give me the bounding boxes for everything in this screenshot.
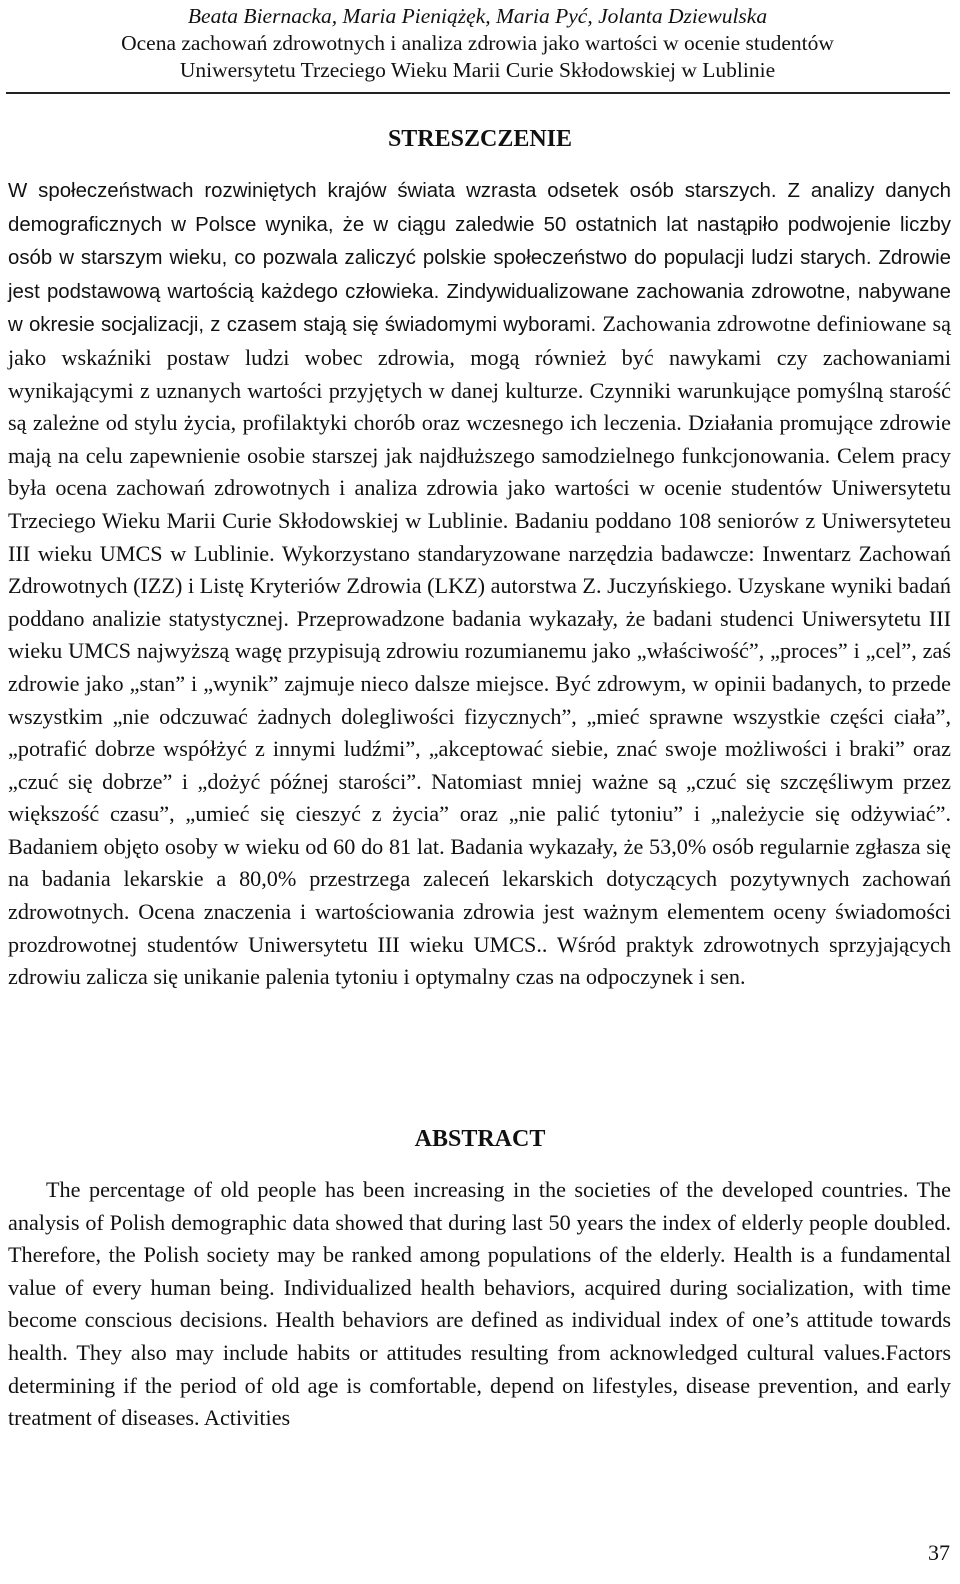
header-rule <box>6 92 950 94</box>
streszczenie-body <box>8 174 951 994</box>
streszczenie-heading: STRESZCZENIE <box>387 126 573 152</box>
running-header <box>0 0 955 84</box>
page-number: 37 <box>928 1540 950 1565</box>
header-authors: Beata Biernacka, Maria Pieniążęk, Maria Pyć, Jolanta Dziewulska <box>187 4 768 28</box>
streszczenie-segment-1: W społeczeństwach rozwiniętych krajów świata wzrasta odsetek osób starszych. Z analizy danych demograficznych w Polsce wynika, że w ciągu zaledwie 50 ostatnich lat nastąpiło podwojenie liczby osób w starszym wieku, co pozwala zaliczyć polskie społeczeństwo do populacji ludzi starych. Zdrowie jest podstawową wartością każdego człowieka. Zindywidualizowane zachowania zdrowotne, nabywane w okresie socjalizacji, z czasem stają się świadomymi wyborami. <box>8 180 951 337</box>
header-title-line-2: Uniwersytetu Trzeciego Wieku Marii Curie Skłodowskiej w Lublinie <box>179 58 776 82</box>
header-title-line-1: Ocena zachowań zdrowotnych i analiza zdrowia jako wartości w ocenie studentów <box>121 31 834 55</box>
abstract-body: The percentage of old people has been increasing in the societies of the developed countries. The analysis of Polish demographic data showed that during last 50 years the index of elderly people doubled. Therefore, the Polish society may be ranked among populations of the elderly. Health is a fundamental value of every human being. Individualized health behaviors, acquired during socialization, with time become conscious decisions. Health behaviors are defined as individual index of one’s attitude towards health. They also may include habits or attitudes resulting from acknowledged cultural values.Factors determining if the period of old age is comfortable, depend on lifestyles, disease prevention, and early treatment of diseases. Activities <box>8 1177 951 1431</box>
streszczenie-segment-2: Zachowania zdrowotne definiowane są jako wskaźniki postaw ludzi wobec zdrowia, mogą również być nawykami czy zachowaniami wynikającymi z uznanych wartości przyjętych w danej kulturze. Czynniki warunkujące pomyślną starość są zależne od stylu życia, profilaktyki chorób oraz wczesnego ich leczenia. Działania promujące zdrowie mają na celu zapewnienie osobie starszej jak najdłuższego samodzielnego funkcjonowania. Celem pracy była ocena zachowań zdrowotnych i analiza zdrowia jako wartości w ocenie studentów Uniwersytetu Trzeciego Wieku Marii Curie Skłodowskiej w Lublinie. Badaniu poddano 108 seniorów z Uniwersyteteu III wieku UMCS w Lublinie. Wykorzystano standaryzowane narzędzia badawcze: Inwentarz Zachowań Zdrowotnych (IZZ) i Listę Kryteriów Zdrowia (LKZ) autorstwa Z. Juczyńskiego. Uzyskane wyniki badań poddano analizie statystycznej. Przeprowadzone badania wykazały, że badani studenci Uniwersytetu III wieku UMCS najwyższą wagę przypisują zdrowiu rozumianemu jako „właściwość”, „proces” i „cel”, zaś zdrowie jako „stan” i „wynik” zajmuje nieco dalsze miejsce. Być zdrowym, w opinii badanych, to przede wszystkim „nie odczuwać żadnych dolegliwości fizycznych”, „mieć sprawne wszystkie części ciała”, „potrafić dobrze współżyć z innymi ludźmi”, „akceptować siebie, znać swoje możliwości i braki” oraz „czuć się dobrze” i „dożyć późnej starości”. Natomiast mniej ważne są „czuć się szczęśliwym przez większość czasu”, „umieć się cieszyć z życia” oraz „nie palić tytoniu” i „należycie się odżywiać”. Badaniem objęto osoby w wieku od 60 do 81 lat. Badania wykazały, że 53,0% osób regularnie zgłasza się na badania lekarskie a 80,0% przestrzega zaleceń lekarskich dotyczących pozytywnych zachowań zdrowotnych. Ocena znaczenia i wartościowania zdrowia jest ważnym elementem oceny świadomości prozdrowotnej studentów Uniwersytetu III wieku UMCS.. Wśród praktyk zdrowotnych sprzyjających zdrowiu zalicza się unikanie palenia tytoniu i optymalny czas na odpoczynek i sen. <box>8 311 951 990</box>
abstract-heading: ABSTRACT <box>414 1126 546 1152</box>
